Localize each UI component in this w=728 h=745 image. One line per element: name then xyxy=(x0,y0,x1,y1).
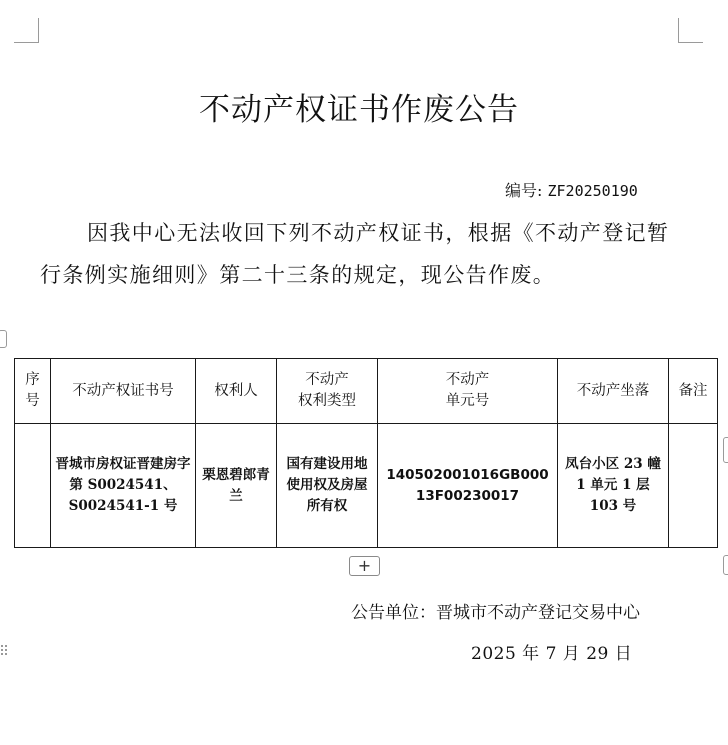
issuer-line: 公告单位：晋城市不动产登记交易中心 xyxy=(351,603,640,623)
header-unit-no-line1: 不动产 xyxy=(445,372,490,388)
cell-unit-no[interactable]: 140502001016GB00013F00230017 xyxy=(378,424,558,548)
header-unit-no xyxy=(378,359,558,424)
document-title: 不动产权证书作废公告 xyxy=(199,92,519,128)
row-resize-handle[interactable] xyxy=(723,437,728,463)
header-right-type-line1: 不动产 xyxy=(305,372,349,388)
header-seq xyxy=(15,359,51,424)
table-select-handle[interactable] xyxy=(0,330,7,348)
document-number xyxy=(505,178,638,201)
header-unit-no-line2: 单元号 xyxy=(445,393,490,409)
page-corner-mark-top-right xyxy=(678,18,703,43)
cell-cert-no[interactable]: 晋城市房权证晋建房字第 S0024541、S0024541-1 号 xyxy=(51,424,196,548)
issue-date: 2025 年 7 月 29 日 xyxy=(471,644,633,664)
table-header-row xyxy=(15,359,718,424)
document-number-label: 编号: xyxy=(505,181,543,200)
cell-right-type[interactable]: 国有建设用地使用权及房屋所有权 xyxy=(277,424,378,548)
header-right-type xyxy=(277,359,378,424)
announcement-paragraph: 因我中心无法收回下列不动产权证书，根据《不动产登记暂行条例实施细则》第二十三条的规定，现公告作废。 xyxy=(40,221,670,287)
cell-remark[interactable] xyxy=(669,424,718,548)
cell-seq[interactable] xyxy=(15,424,51,548)
header-seq-label: 序号 xyxy=(25,372,40,409)
header-holder: 权利人 xyxy=(196,359,277,424)
page-corner-mark-top-left xyxy=(14,18,39,43)
column-add-handle[interactable] xyxy=(723,555,728,575)
add-row-button[interactable] xyxy=(349,556,380,576)
header-remark: 备注 xyxy=(669,359,718,424)
header-cert-no: 不动产权证书号 xyxy=(51,359,196,424)
document-number-value: ZF20250190 xyxy=(547,182,638,200)
header-right-type-line2: 权利类型 xyxy=(298,393,356,409)
cell-holder[interactable]: 栗恩碧郎青兰 xyxy=(196,424,277,548)
drag-dots-glyph xyxy=(0,644,8,658)
header-location: 不动产坐落 xyxy=(558,359,669,424)
table-row xyxy=(15,424,718,548)
drag-dots-icon[interactable] xyxy=(0,644,8,658)
plus-icon: + xyxy=(357,556,372,575)
cell-location[interactable]: 凤台小区 23 幢 1 单元 1 层 103 号 xyxy=(558,424,669,548)
revoked-certificates-table xyxy=(14,358,718,548)
